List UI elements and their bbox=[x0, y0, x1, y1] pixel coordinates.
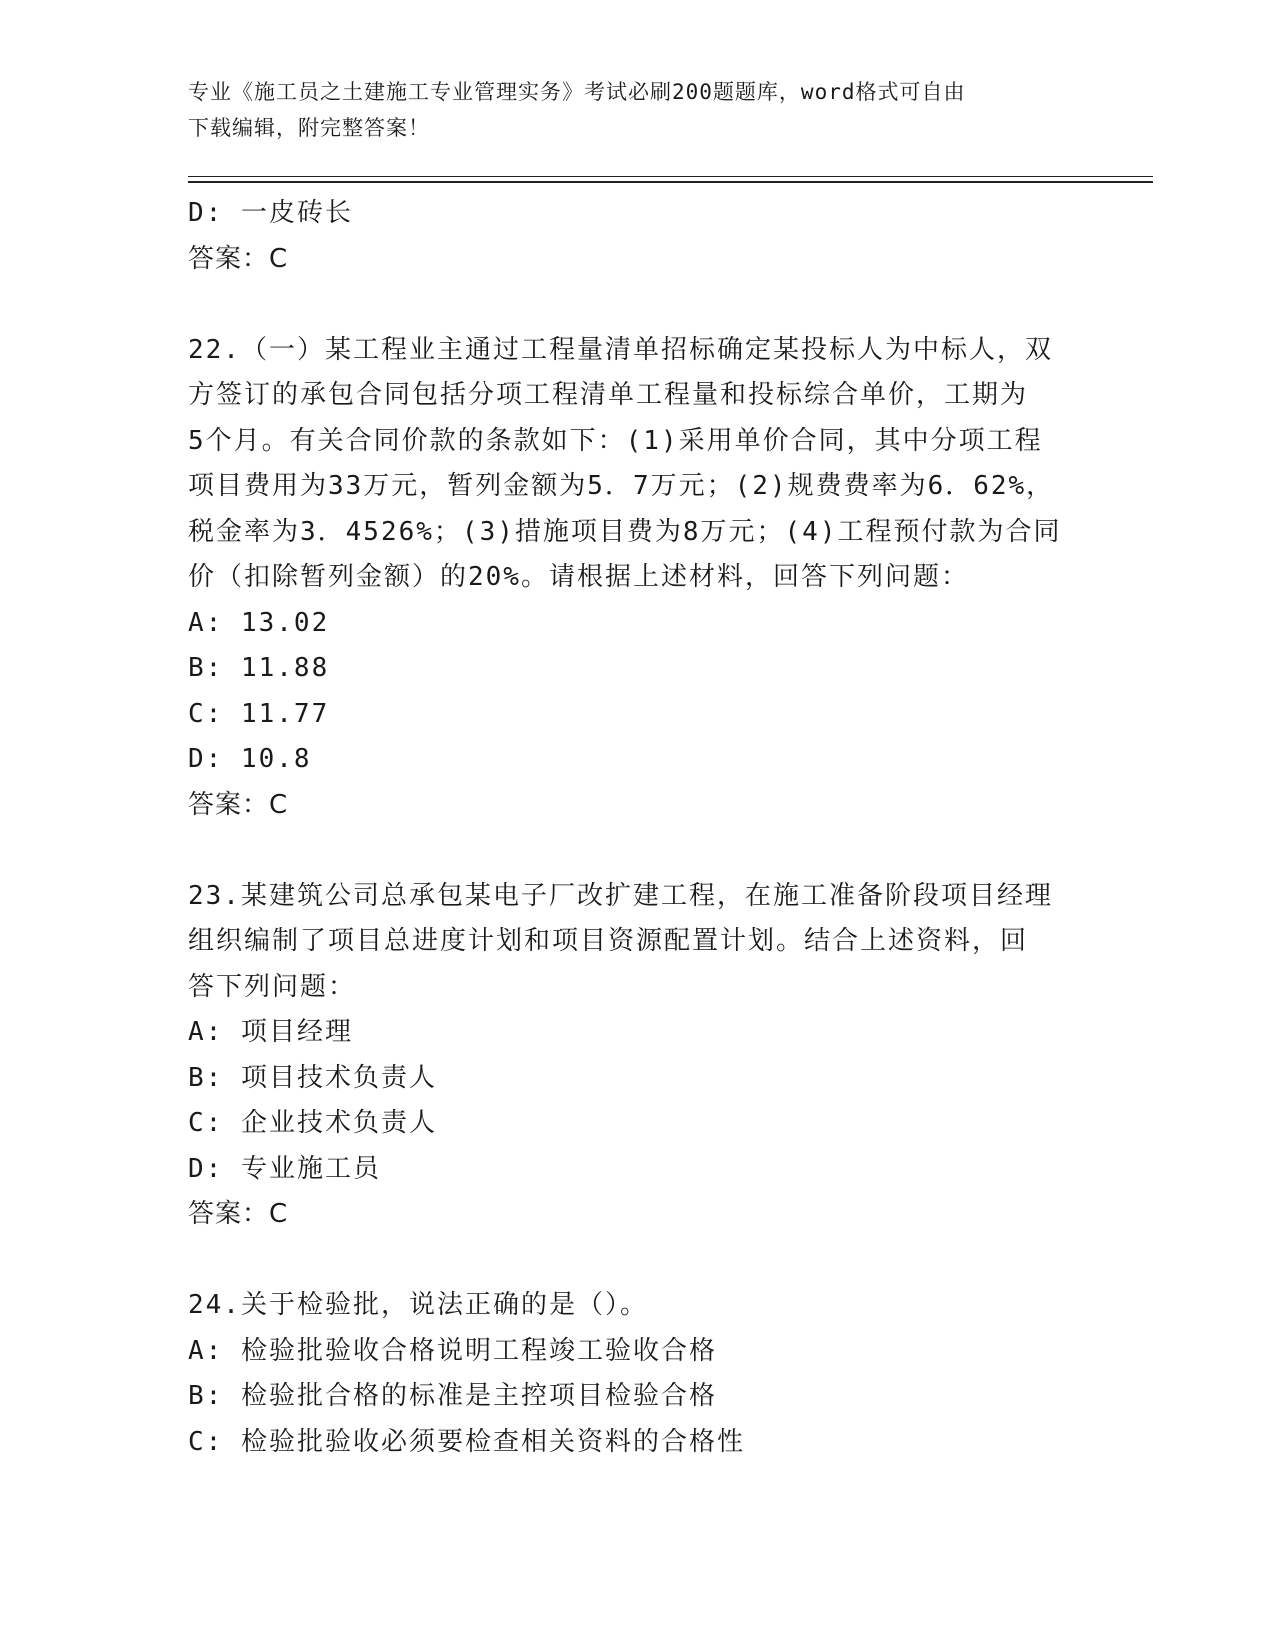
question-text-line: 答下列问题： bbox=[188, 971, 357, 1002]
header-rule-thick bbox=[188, 181, 1153, 183]
question-text-line: 5个月。有关合同价款的条款如下：(1)采用单价合同，其中分项工程 bbox=[188, 425, 1043, 456]
option-c: C: 检验批验收必须要检查相关资料的合格性 bbox=[188, 1426, 745, 1457]
answer: 答案：C bbox=[188, 1199, 289, 1229]
question-text-line: 23.某建筑公司总承包某电子厂改扩建工程，在施工准备阶段项目经理 bbox=[188, 880, 1053, 911]
option-b: B: 11.88 bbox=[188, 653, 330, 683]
question-24 bbox=[188, 1283, 1088, 1465]
option-d: D: 专业施工员 bbox=[188, 1153, 381, 1184]
question-content bbox=[188, 191, 1088, 1465]
question-text-line: 22.（一）某工程业主通过工程量清单招标确定某投标人为中标人，双 bbox=[188, 334, 1053, 365]
option-a: A: 检验批验收合格说明工程竣工验收合格 bbox=[188, 1335, 717, 1366]
question-text-line: 24.关于检验批，说法正确的是（）。 bbox=[188, 1290, 648, 1320]
question-text-line: 税金率为3．4526%；(3)措施项目费为8万元；(4)工程预付款为合同 bbox=[188, 516, 1062, 547]
option-a: A: 项目经理 bbox=[188, 1017, 353, 1047]
document-header bbox=[188, 74, 1088, 146]
option-c: C: 11.77 bbox=[188, 698, 330, 729]
option-d: D: 10.8 bbox=[188, 744, 312, 774]
question-text-line: 项目费用为33万元，暂列金额为5．7万元；(2)规费费率为6．62%， bbox=[188, 471, 1055, 501]
question-23 bbox=[188, 874, 1088, 1238]
header-rule-thin bbox=[188, 176, 1153, 177]
header-line-1: 专业《施工员之土建施工专业管理实务》考试必刷200题题库，word格式可自由 bbox=[188, 80, 966, 104]
question-text-line: 组织编制了项目总进度计划和项目资源配置计划。结合上述资料，回 bbox=[188, 926, 1029, 956]
spacer bbox=[188, 282, 1088, 328]
question-text-line: 方签订的承包合同包括分项工程清单工程量和投标综合单价，工期为 bbox=[188, 380, 1029, 410]
spacer bbox=[188, 828, 1088, 874]
prev-option-d: D: 一皮砖长 bbox=[188, 198, 353, 228]
header-line-2: 下载编辑，附完整答案！ bbox=[188, 116, 430, 140]
question-22 bbox=[188, 328, 1088, 829]
option-b: B: 检验批合格的标准是主控项目检验合格 bbox=[188, 1381, 717, 1411]
prev-answer: 答案：C bbox=[188, 243, 289, 274]
option-a: A: 13.02 bbox=[188, 607, 330, 638]
option-c: C: 企业技术负责人 bbox=[188, 1108, 437, 1138]
question-text-line: 价（扣除暂列金额）的20%。请根据上述材料，回答下列问题： bbox=[188, 562, 969, 592]
spacer bbox=[188, 1238, 1088, 1284]
answer: 答案：C bbox=[188, 789, 289, 820]
option-b: B: 项目技术负责人 bbox=[188, 1062, 437, 1093]
